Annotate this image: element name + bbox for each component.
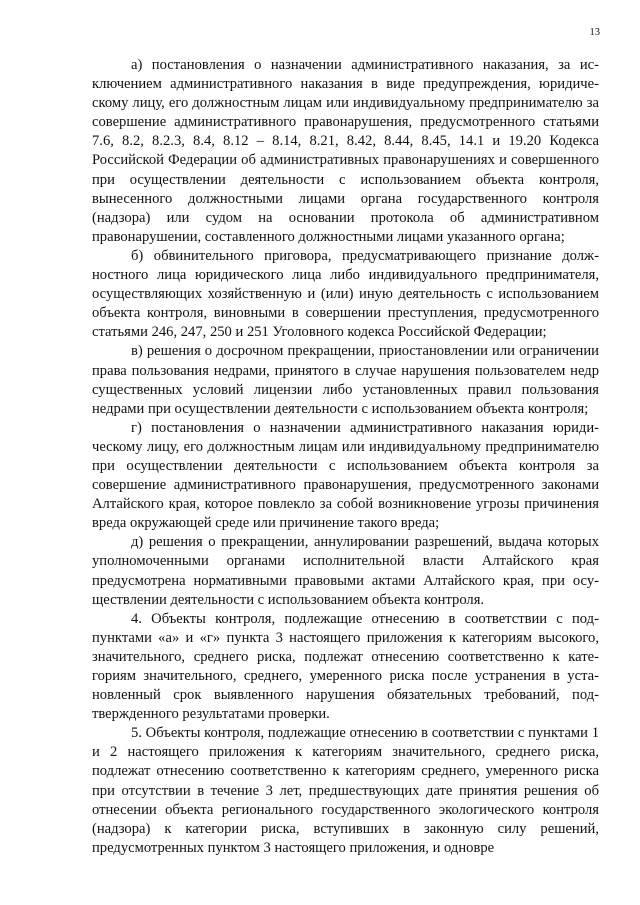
page-number: 13 [589, 27, 600, 38]
paragraph-5: 5. Объекты контроля, подлежащие отнесению в соответствии с пунктами 1 и 2 настоящего приложения к категориям значительного, среднего риска, подлежат отнесению соответственно к категориям среднего, умеренного риска при отсутствии в течение 3 лет, предшествующих дате принятия решения об отнесении объекта регионального государственного экологического контроля (надзора) к категории риска, вступивших в законную силу решений, предусмотренных пунктом 3 настоящего приложения, и одновре [92, 725, 599, 856]
paragraph-d: д) решения о прекращении, аннулировании разрешений, выдача которых уполномоченными органами исполнительной власти Алтайского края предусмотрена нормативными правовыми актами Алтайского края, при осуществлении деятельности с использованием объекта контроля. [92, 534, 599, 608]
paragraph-4: 4. Объекты контроля, подлежащие отнесению в соответствии с подпунктами «а» и «г» пункта 3 настоящего приложения к категориям высокого, значительного, среднего риска, подлежат отнесению соответственно к категориям значительного, среднего, умеренного риска после устранения в установленный срок выявленного нарушения обязательных требований, подтвержденного результатами проверки. [92, 610, 599, 723]
paragraph-v: в) решения о досрочном прекращении, приостановлении или ограничении права пользования недрами, принятого в случае нарушения пользователем недр существенных условий лицензии либо установленных правил пользования недрами при осуществлении деятельности с использованием объекта контроля; [92, 343, 599, 417]
paragraph-a: а) постановления о назначении административного наказания, за исключением административного наказания в виде предупреждения, юридическому лицу, его должностным лицам или индивидуальному предпринимателю за совершение административного правонарушения, предусмотренного статьями 7.6, 8.2, 8.2.3, 8.4, 8.12 – 8.14, 8.21, 8.42, 8.44, 8.45, 14.1 и 19.20 Кодекса Российской Федерации об административных правонарушениях и совершенного при осуществлении деятельности с использованием объекта контроля, вынесенного должностными лицами органа государственного контроля (надзора) или судом на основании протокола об административном правонарушении, составленного должностными лицами указанного органа; [92, 57, 599, 245]
paragraph-g: г) постановления о назначении административного наказания юридическому лицу, его должностным лицам или индивидуальному предпринимателю при осуществлении деятельности с использованием объекта контроля за совершение административного правонарушения, предусмотренного законами Алтайского края, которое повлекло за собой возникновение угрозы причинения вреда окружающей среде или причинение такого вреда; [92, 419, 599, 532]
paragraph-b: б) обвинительного приговора, предусматривающего признание должностного лица юридического лица либо индивидуального предпринимателя, осуществляющих хозяйственную и (или) иную деятельность с использованием объекта контроля, виновными в совершении преступления, предусмотренного статьями 246, 247, 250 и 251 Уголовного кодекса Российской Федерации; [92, 247, 599, 341]
document-body [92, 56, 599, 858]
